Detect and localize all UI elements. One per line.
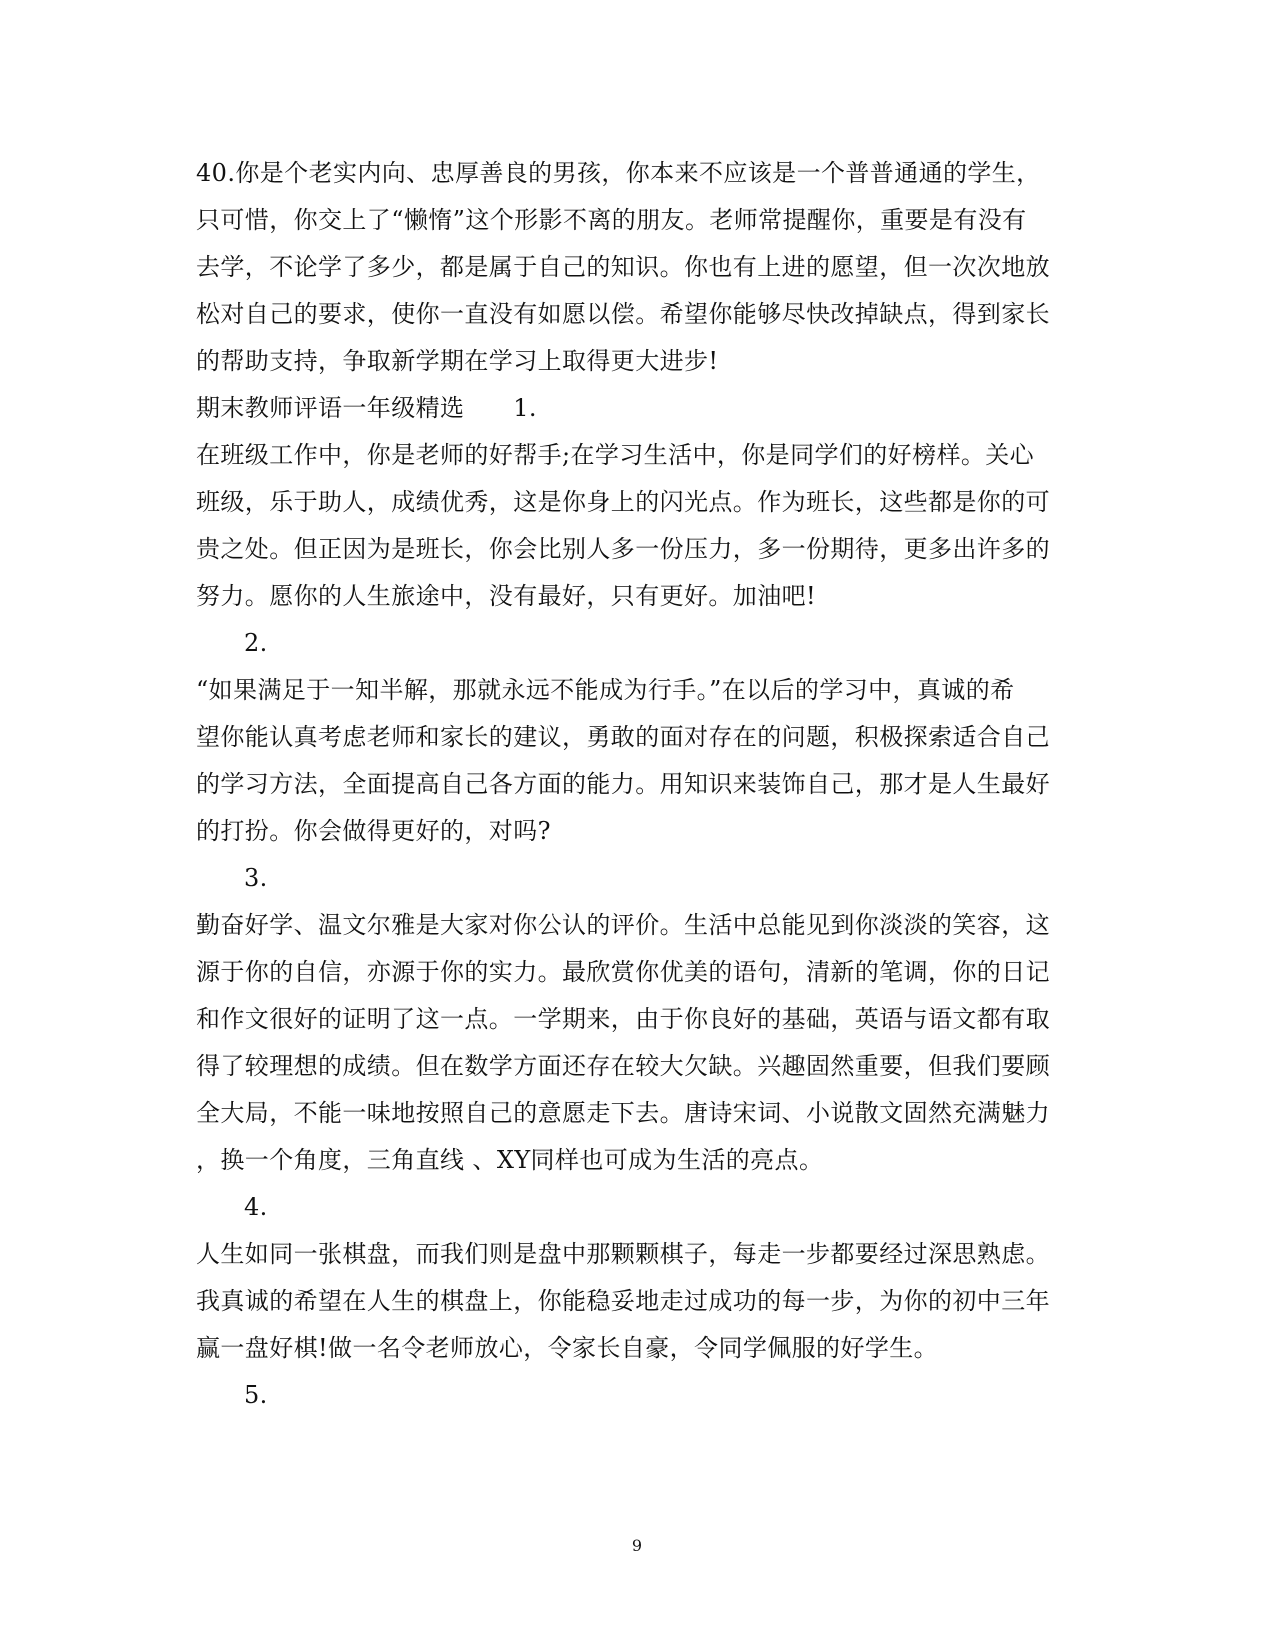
- page-number: 9: [631, 1536, 643, 1555]
- text-line: 全大局，不能一味地按照自己的意愿走下去。唐诗宋词、小说散文固然充满魅力: [196, 1099, 1050, 1127]
- text-line: 人生如同一张棋盘，而我们则是盘中那颗颗棋子，每走一步都要经过深思熟虑。: [196, 1240, 1050, 1268]
- text-line: 的学习方法，全面提高自己各方面的能力。用知识来装饰自己，那才是人生最好: [196, 770, 1050, 798]
- text-line: 只可惜，你交上了“懒惰”这个形影不离的朋友。老师常提醒你，重要是有没有: [196, 206, 1027, 234]
- item-number: 3.: [244, 864, 268, 892]
- text-line: 我真诚的希望在人生的棋盘上，你能稳妥地走过成功的每一步，为你的初中三年: [196, 1287, 1050, 1315]
- text-line: 班级，乐于助人，成绩优秀，这是你身上的闪光点。作为班长，这些都是你的可: [196, 488, 1050, 516]
- text-line: 的打扮。你会做得更好的，对吗?: [196, 817, 551, 845]
- text-line: 贵之处。但正因为是班长，你会比别人多一份压力，多一份期待，更多出许多的: [196, 535, 1050, 563]
- text-line: ，换一个角度，三角直线 、XY同样也可成为生活的亮点。: [196, 1146, 824, 1174]
- text-line: 源于你的自信，亦源于你的实力。最欣赏你优美的语句，清新的笔调，你的日记: [196, 958, 1050, 986]
- section-heading: 期末教师评语一年级精选 1.: [196, 394, 537, 422]
- item-number: 2.: [244, 629, 268, 657]
- text-line: 松对自己的要求，使你一直没有如愿以偿。希望你能够尽快改掉缺点，得到家长: [196, 300, 1050, 328]
- item-number: 5.: [244, 1381, 268, 1409]
- text-line: 去学，不论学了多少，都是属于自己的知识。你也有上进的愿望，但一次次地放: [196, 253, 1050, 281]
- text-line: 得了较理想的成绩。但在数学方面还存在较大欠缺。兴趣固然重要，但我们要顾: [196, 1052, 1050, 1080]
- text-line: 和作文很好的证明了这一点。一学期来，由于你良好的基础，英语与语文都有取: [196, 1005, 1050, 1033]
- text-line: 赢一盘好棋!做一名令老师放心，令家长自豪，令同学佩服的好学生。: [196, 1334, 939, 1362]
- text-line: 勤奋好学、温文尔雅是大家对你公认的评价。生活中总能见到你淡淡的笑容，这: [196, 911, 1050, 939]
- text-line: 的帮助支持，争取新学期在学习上取得更大进步!: [196, 347, 719, 375]
- text-line: 在班级工作中，你是老师的好帮手;在学习生活中，你是同学们的好榜样。关心: [196, 441, 1035, 469]
- text-line: “如果满足于一知半解，那就永远不能成为行手。”在以后的学习中，真诚的希: [196, 676, 1015, 704]
- text-line: 40.你是个老实内向、忠厚善良的男孩，你本来不应该是一个普普通通的学生，: [196, 159, 1041, 187]
- text-line: 望你能认真考虑老师和家长的建议，勇敢的面对存在的问题，积极探索适合自己: [196, 723, 1050, 751]
- item-number: 4.: [244, 1193, 268, 1221]
- text-line: 努力。愿你的人生旅途中，没有最好，只有更好。加油吧!: [196, 582, 817, 610]
